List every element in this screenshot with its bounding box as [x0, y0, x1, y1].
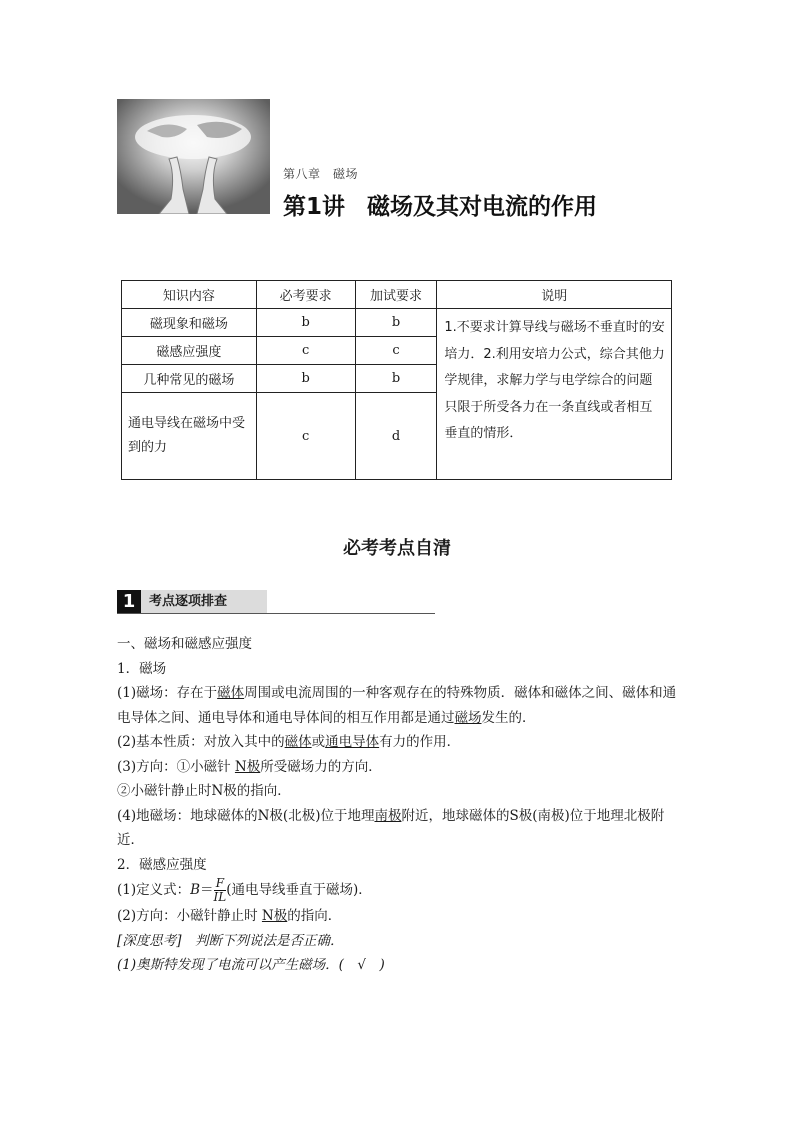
extra-level-cell: b: [355, 309, 437, 337]
column-header: 说明: [437, 281, 672, 309]
extra-level-cell: b: [355, 365, 437, 393]
paragraph-property: (2)基本性质：对放入其中的磁体或通电导体有力的作用．: [117, 734, 461, 750]
extra-level-cell: d: [355, 393, 437, 480]
column-header: 知识内容: [122, 281, 257, 309]
topic-cell: 几种常见的磁场: [122, 365, 257, 393]
topic-cell: 通电导线在磁场中受到的力: [122, 393, 257, 480]
judgement-item: (1)奥斯特发现了电流可以产生磁场．( √ ): [117, 957, 385, 973]
column-header: 加试要求: [355, 281, 437, 309]
paragraph-direction-2: ②小磁针静止时N极的指向．: [117, 783, 291, 799]
paragraph-geomagnetic: (4)地磁场：地球磁体的N极(北极)位于地理南极附近，地球磁体的S极(南极)位于地理北极附近．: [117, 807, 665, 848]
topic-cell: 磁现象和磁场: [122, 309, 257, 337]
blank-answer: 磁场: [454, 709, 482, 726]
fraction-denominator: IL: [213, 890, 227, 904]
chapter-banner-image: [117, 99, 270, 214]
subheading-magnetic-induction: 2．磁感应强度: [117, 856, 207, 873]
hands-holding-globe-illustration: [117, 99, 270, 214]
required-level-cell: c: [256, 337, 355, 365]
subheading-magnetic-field: 1．磁场: [117, 660, 167, 677]
blank-answer: 南极: [374, 807, 402, 824]
lecture-name: 磁场及其对电流的作用: [367, 194, 598, 220]
paragraph-formula: (1)定义式：B＝ $\frac{F}{IL}$ (通电导线垂直于磁场)．: [117, 876, 372, 904]
blank-answer: N极: [261, 908, 288, 924]
table-row: [122, 309, 672, 337]
required-level-cell: c: [256, 393, 355, 480]
blank-answer: 磁体: [284, 734, 312, 750]
paragraph-definition: (1)磁场：存在于磁体周围或电流周围的一种客观存在的特殊物质．磁体和磁体之间、磁体和通电导体之间、通电导体和通电导体间的相互作用都是通过磁场发生的．: [117, 685, 677, 726]
badge-number: 1: [117, 590, 141, 613]
deep-thinking-prompt: [深度思考] 判断下列说法是否正确．: [117, 932, 344, 949]
note-cell: 1.不要求计算导线与磁场不垂直时的安培力．2.利用安培力公式，综合其他力学规律，求解力学与电学综合的问题只限于所受各力在一条直线或者相互垂直的情形．: [437, 309, 672, 480]
column-header: 必考要求: [256, 281, 355, 309]
required-level-cell: b: [256, 309, 355, 337]
formula-variable: B: [190, 882, 201, 898]
heading-magnetic-field-and-induction: 一、磁场和磁感应强度: [117, 636, 252, 652]
section-title: 必考考点自清: [343, 538, 451, 559]
lecture-title: [283, 188, 597, 221]
paragraph-direction: (3)方向：①小磁针 N极所受磁场力的方向．: [117, 758, 382, 775]
blank-answer: 磁体: [217, 685, 245, 701]
chapter-label: 第八章 磁场: [283, 167, 359, 181]
fraction: [214, 877, 227, 904]
topic-cell: 磁感应强度: [122, 337, 257, 365]
paragraph-induction-direction: (2)方向：小磁针静止时 N极的指向．: [117, 908, 342, 924]
blank-answer: N极: [234, 758, 261, 775]
check-mark-icon: √: [357, 957, 366, 973]
table-header-row: [122, 281, 672, 309]
badge-label: 考点逐项排查: [141, 590, 267, 613]
requirements-table: [121, 280, 672, 480]
content-body: [117, 632, 682, 978]
extra-level-cell: c: [355, 337, 437, 365]
blank-answer: 通电导体: [325, 734, 380, 750]
fraction-numerator: F: [214, 877, 227, 891]
lecture-number: 第1讲: [283, 194, 346, 220]
required-level-cell: b: [256, 365, 355, 393]
badge-underline: [117, 613, 435, 614]
